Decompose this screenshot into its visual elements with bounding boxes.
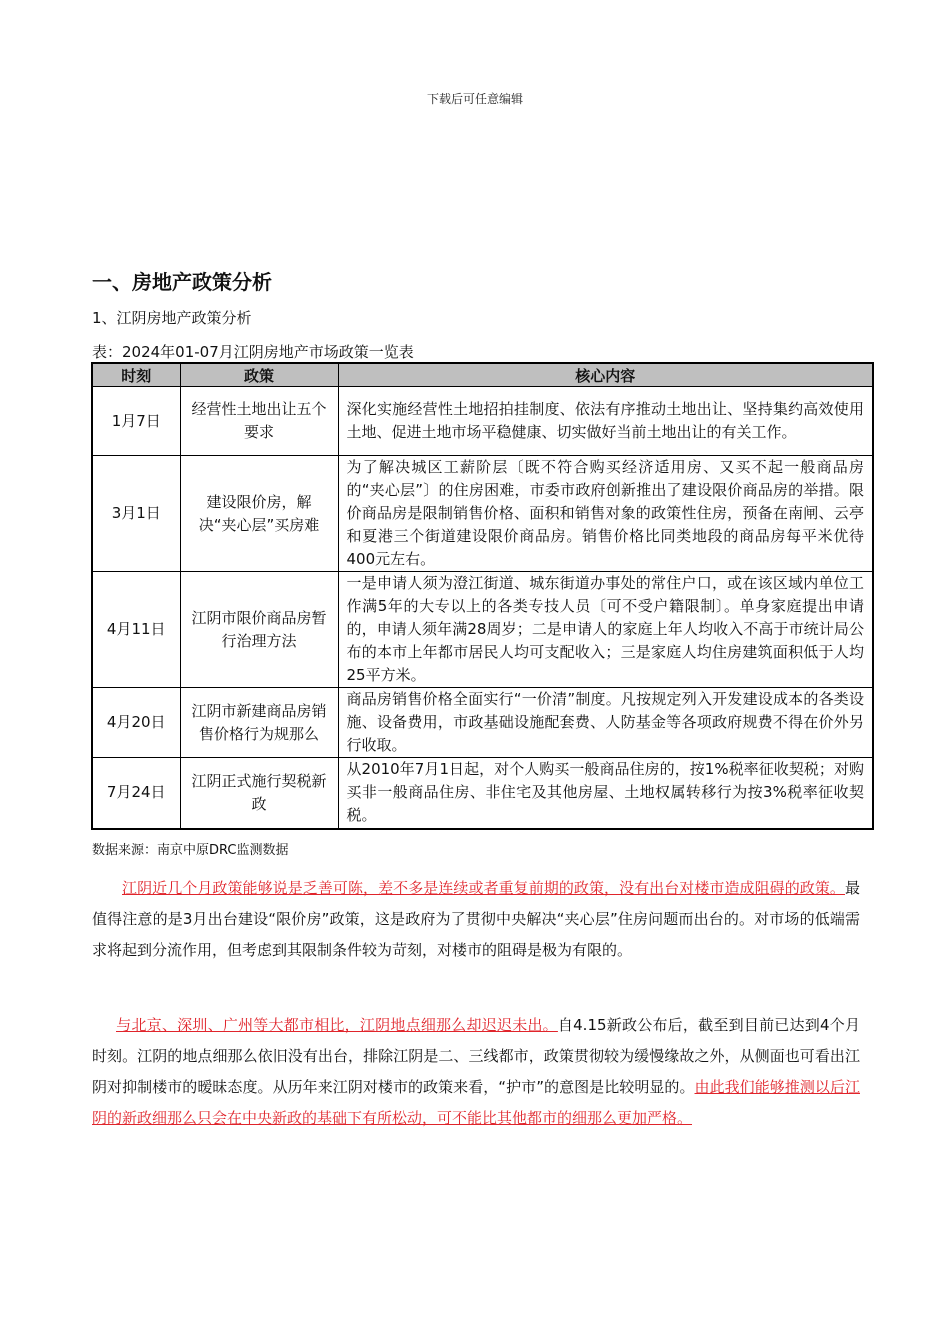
header-policy: 政策 xyxy=(180,363,338,387)
table-row xyxy=(92,572,873,688)
cell-policy: 建设限价房，解决“夹心层”买房难 xyxy=(180,456,338,572)
section-title: 一、房地产政策分析 xyxy=(92,270,272,294)
paragraph-1-highlight: 江阴近几个月政策能够说是乏善可陈，差不多是连续或者重复前期的政策，没有出台对楼市造成阻碍的政策。 xyxy=(122,879,845,897)
cell-date: 4月11日 xyxy=(92,572,180,688)
table-row xyxy=(92,387,873,456)
cell-content: 为了解决城区工薪阶层〔既不符合购买经济适用房、又买不起一般商品房的“夹心层”〕的住房困难，市委市政府创新推出了建设限价商品房的举措。限价商品房是限制销售价格、面积和销售对象的政策性住房，预备在南闸、云亭和夏港三个街道建设限价商品房。销售价格比同类地段的商品房每平米优待400元左右。 xyxy=(338,456,873,572)
paragraph-2-highlight-2: 由此我们能够推测以后江阴的新政细那么只会在中央新政的基础下有所松动，可不能比其他都市的细那么更加严格。 xyxy=(92,1078,860,1127)
table-row xyxy=(92,688,873,758)
header-content: 核心内容 xyxy=(338,363,873,387)
cell-date: 4月20日 xyxy=(92,688,180,758)
table-row xyxy=(92,758,873,829)
table-caption: 表：2024年01-07月江阴房地产市场政策一览表 xyxy=(92,343,414,361)
paragraph-2 xyxy=(92,1010,860,1134)
cell-policy: 江阴市限价商品房暂行治理方法 xyxy=(180,572,338,688)
policy-table xyxy=(91,362,874,830)
cell-date: 3月1日 xyxy=(92,456,180,572)
subsection-title: 1、江阴房地产政策分析 xyxy=(92,309,252,327)
cell-date: 7月24日 xyxy=(92,758,180,829)
source-note: 数据来源：南京中原DRC监测数据 xyxy=(92,843,289,858)
header-note: 下载后可任意编辑 xyxy=(426,92,523,106)
cell-content: 深化实施经营性土地招拍挂制度、依法有序推动土地出让、坚持集约高效使用土地、促进土地市场平稳健康、切实做好当前土地出让的有关工作。 xyxy=(338,387,873,456)
table-header-row xyxy=(92,363,873,387)
cell-policy: 江阴正式施行契税新政 xyxy=(180,758,338,829)
paragraph-1 xyxy=(92,873,860,966)
paragraph-2-text: 自4.15新政公布后，截至到目前已达到4个月时刻。江阴的地点细那么依旧没有出台，排除江阴是二、三线都市，政策贯彻较为缓慢缘故之外，从侧面也可看出江阴对抑制楼市的暧昧态度。从历年来江阴对楼市的政策来看，“护市”的意图是比较明显的。 xyxy=(92,1016,860,1096)
paragraph-2-highlight-1: 与北京、深圳、广州等大都市相比，江阴地点细那么却迟迟未出。 xyxy=(116,1016,558,1034)
cell-content: 从2010年7月1日起，对个人购买一般商品住房的，按1%税率征收契税；对购买非一般商品住房、非住宅及其他房屋、土地权属转移行为按3%税率征收契税。 xyxy=(338,758,873,829)
cell-policy: 江阴市新建商品房销售价格行为规那么 xyxy=(180,688,338,758)
cell-date: 1月7日 xyxy=(92,387,180,456)
cell-content: 商品房销售价格全面实行“一价清”制度。凡按规定列入开发建设成本的各类设施、设备费用，市政基础设施配套费、人防基金等各项政府规费不得在价外另行收取。 xyxy=(338,688,873,758)
table-row xyxy=(92,456,873,572)
header-date: 时刻 xyxy=(92,363,180,387)
cell-content: 一是申请人须为澄江街道、城东街道办事处的常住户口，或在该区域内单位工作满5年的大专以上的各类专技人员〔可不受户籍限制〕。单身家庭提出申请的，申请人须年满28周岁；二是申请人的家庭上年人均收入不高于市统计局公布的本市上年都市居民人均可支配收入；三是家庭人均住房建筑面积低于人均25平方米。 xyxy=(338,572,873,688)
cell-policy: 经营性土地出让五个要求 xyxy=(180,387,338,456)
paragraph-1-text: 最值得注意的是3月出台建设“限价房”政策，这是政府为了贯彻中央解决“夹心层”住房问题而出台的。对市场的低端需求将起到分流作用，但考虑到其限制条件较为苛刻，对楼市的阻碍是极为有限的。 xyxy=(92,879,860,959)
